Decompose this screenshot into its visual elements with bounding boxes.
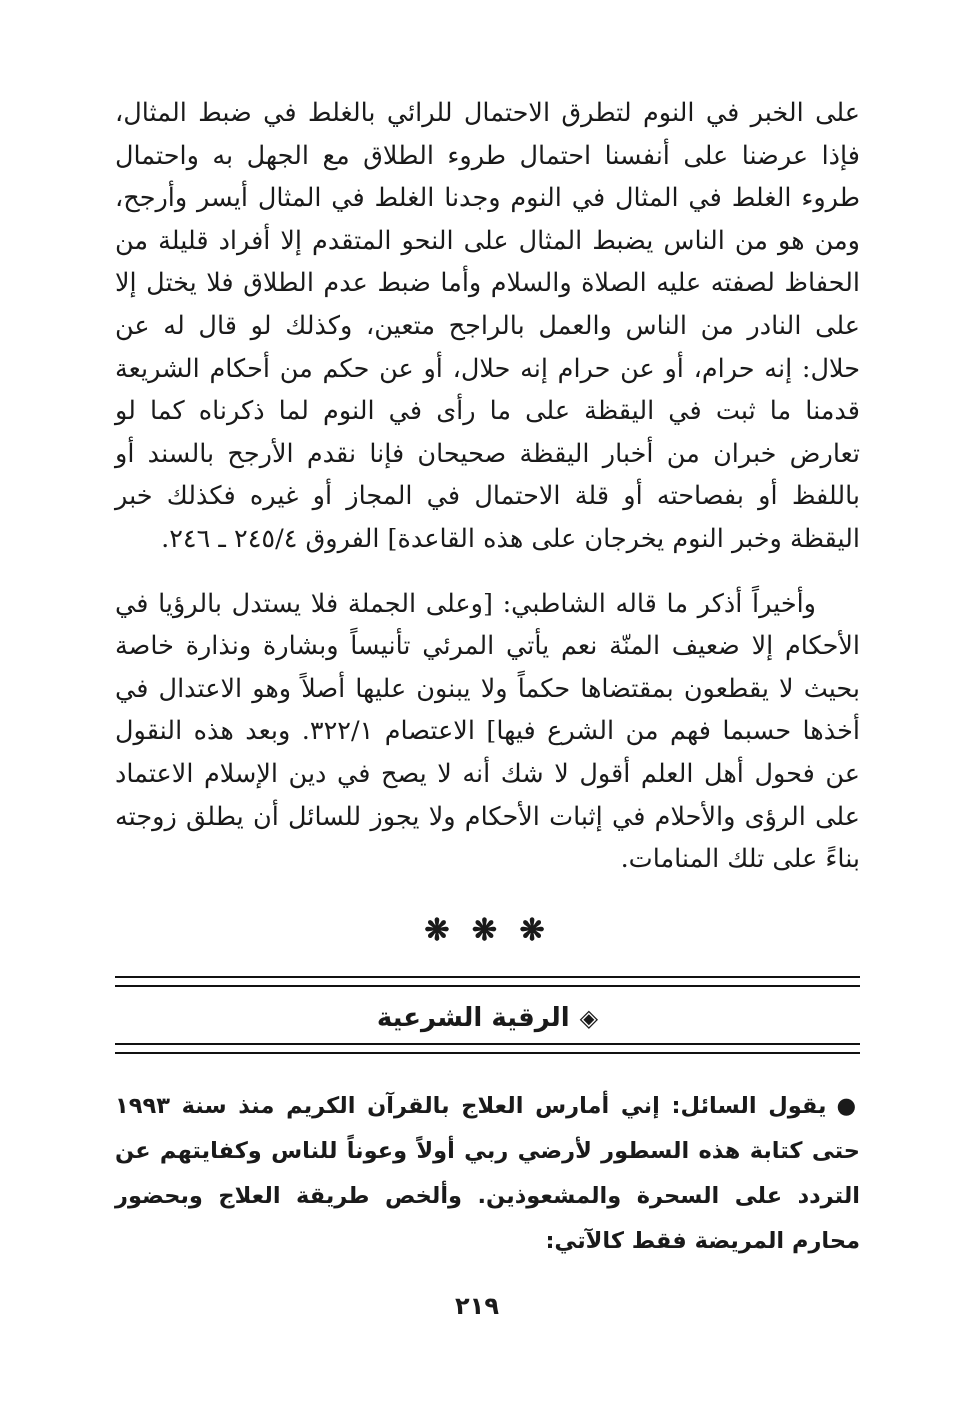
diamond-ornament-icon: ◈ [579, 1003, 599, 1032]
body-paragraph-1: على الخبر في النوم لتطرق الاحتمال للرائي بالغلط في ضبط المثال، فإذا عرضنا على أنفسنا احتمال طروء الطلاق مع الجهل به واحتمال طروء الغلط في المثال في النوم وجدنا الغلط في المثال أيسر وأرجح، ومن هو من الناس يضبط المثال على النحو المتقدم إلا أفراد قليلة من الحفاظ لصفته عليه الصلاة والسلام وأما ضبط عدم الطلاق فلا يختل إلا على النادر من الناس والعمل بالراجح متعين، وكذلك لو قال له عن حلال: إنه حرام، أو عن حرام إنه حلال، أو عن حكم من أحكام الشريعة قدمنا ما ثبت في اليقظة على ما رأى في النوم لما ذكرناه كما لو تعارض خبران من أخبار اليقظة صحيحان فإنا نقدم الأرجح بالسند أو باللفظ أو بفصاحته أو قلة الاحتمال في المجاز أو غيره فكذلك خبر اليقظة وخبر النوم يخرجان على هذه القاعدة] الفروق ٢٤٥/٤ ـ ٢٤٦. [115, 98, 860, 554]
question-paragraph [115, 1084, 860, 1264]
body-paragraph-2: وأخيراً أذكر ما قاله الشاطبي: [وعلى الجملة فلا يستدل بالرؤيا في الأحكام إلا ضعيف المنّة نعم يأتي المرئي تأنيساً وبشارة ونذارة خاصة بحيث لا يقطعون بمقتضاها حكماً ولا يبنون عليها أصلاً وهو الاعتدال في أخذها حسبما فهم من الشرع فيها] الاعتصام ٣٢٢/١. وبعد هذه النقول عن فحول أهل العلم أقول لا شك أنه لا يصح في دين الإسلام الاعتماد على الرؤى والأحلام في إثبات الأحكام ولا يجوز للسائل أن يطلق زوجته بناءً على تلك المنامات. [115, 588, 860, 875]
heading-bottom-rule [115, 1052, 860, 1054]
heading-top-rule [115, 976, 860, 978]
section-separator: ❋ ❋ ❋ [424, 912, 551, 948]
page-content [115, 92, 860, 1286]
bullet-icon: ● [836, 1092, 860, 1119]
heading-bottom-rule-inner [115, 1043, 860, 1045]
section-title: الرقية الشرعية [376, 1002, 570, 1033]
question-text: يقول السائل: إني أمارس العلاج بالقرآن الكريم منذ سنة ١٩٩٣ حتى كتابة هذه السطور لأرضي ربي أولاً وعوناً للناس وكفايتهم عن التردد على السحرة والمشعوذين. وألخص طريقة العلاج وبحضور محارم المريضة فقط كالآتي: [115, 1092, 860, 1254]
section-heading-box [115, 976, 860, 1054]
page-number: ٢١٩ [455, 1292, 499, 1320]
section-heading [115, 987, 860, 1043]
